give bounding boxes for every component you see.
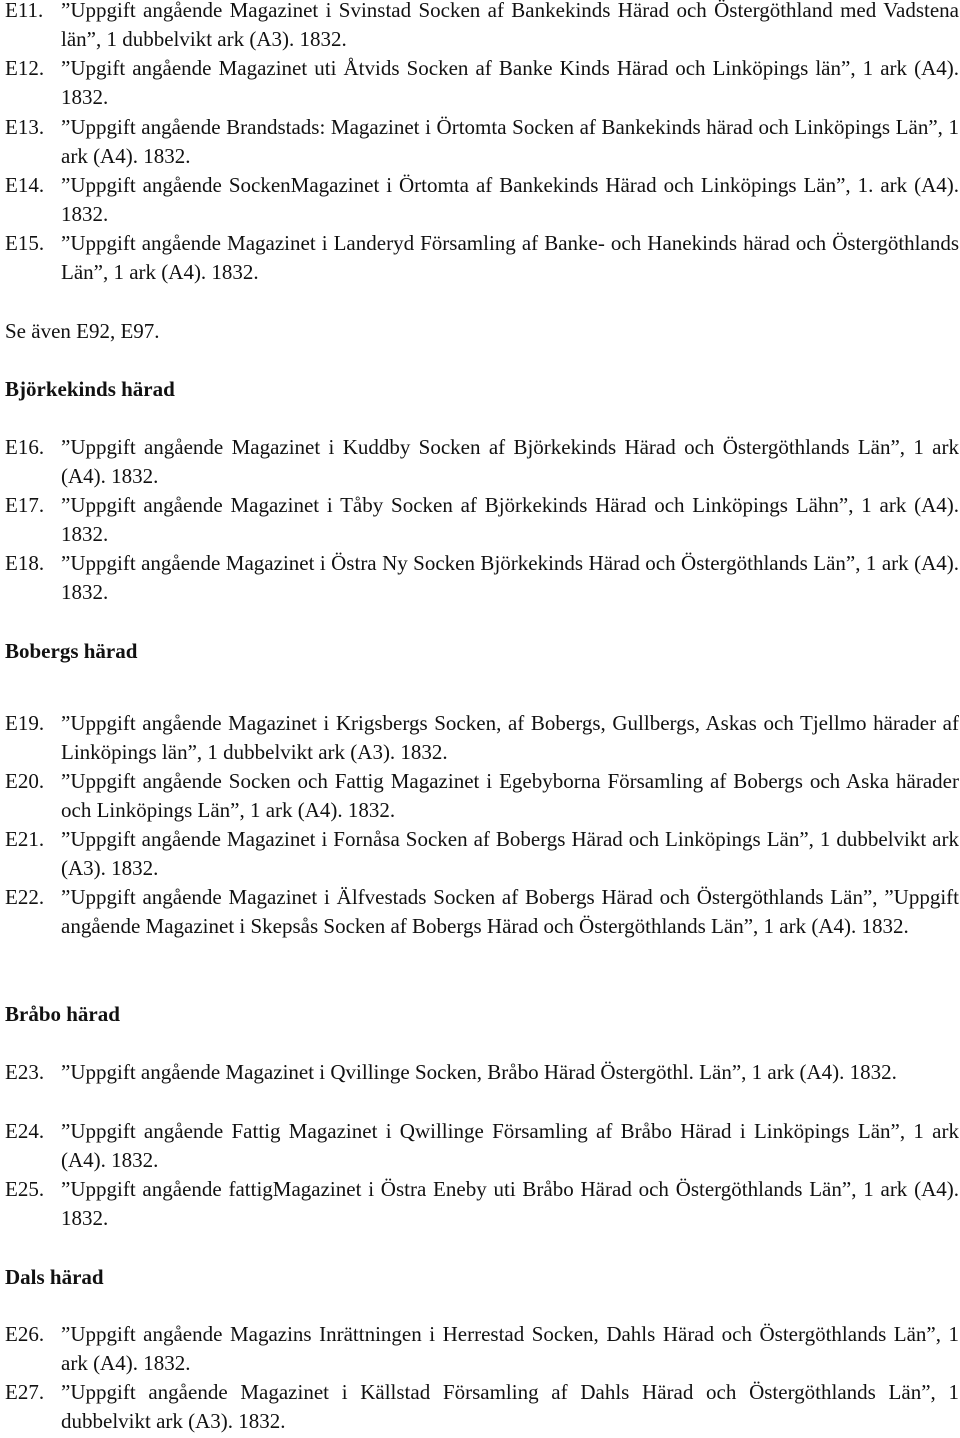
entry-text: ”Upgift angående Magazinet uti Åtvids Socken af Banke Kinds Härad och Linköpings län”, 1 ark (A4). 1832.	[61, 56, 959, 109]
entry-code: E17.	[5, 493, 45, 517]
entry-code: E12.	[5, 56, 45, 80]
entry-code: E19.	[5, 711, 45, 735]
entry-e25	[5, 1175, 959, 1233]
entry-code: E11.	[5, 0, 44, 22]
entry-text: ”Uppgift angående Fattig Magazinet i Qwillinge Församling af Bråbo Härad i Linköpings Län”, 1 ark (A4). 1832.	[61, 1119, 959, 1172]
entry-text: ”Uppgift angående Magazinet i Källstad Församling af Dahls Härad och Östergöthlands Län”, 1 dubbelvikt ark (A3). 1832.	[61, 1380, 959, 1433]
entry-e18	[5, 549, 959, 607]
entry-text: ”Uppgift angående Magazinet i Östra Ny Socken Björkekinds Härad och Östergöthlands Län”, 1 ark (A4). 1832.	[61, 551, 959, 604]
entry-e13	[5, 113, 959, 171]
entry-code: E22.	[5, 885, 45, 909]
entry-code: E21.	[5, 827, 45, 851]
entry-text: ”Uppgift angående SockenMagazinet i Örtomta af Bankekinds Härad och Linköpings Län”, 1. ark (A4). 1832.	[61, 173, 959, 226]
entry-e17	[5, 491, 959, 549]
entry-code: E13.	[5, 115, 45, 139]
entry-code: E14.	[5, 173, 45, 197]
entry-code: E27.	[5, 1380, 45, 1404]
entry-text: ”Uppgift angående Magazinet i Krigsbergs Socken, af Bobergs, Gullbergs, Askas och Tjellmo härader af Linköpings län”, 1 dubbelvikt ark (A3). 1832.	[61, 711, 959, 764]
entry-e20	[5, 767, 959, 825]
entry-e15	[5, 229, 959, 287]
entry-e19	[5, 709, 959, 767]
entry-text: ”Uppgift angående Magazinet i Älfvestads Socken af Bobergs Härad och Östergöthlands Län”, ”Uppgift angående Magazinet i Skepsås Socken af Bobergs Härad och Östergöthlands Län”, 1 ark (A4). 1832.	[61, 885, 959, 938]
section-heading-brabo: Bråbo härad	[5, 1002, 120, 1026]
entry-text: ”Uppgift angående Magazinet i Svinstad Socken af Bankekinds Härad och Östergöthland med Vadstena län”, 1 dubbelvikt ark (A3). 1832.	[61, 0, 959, 51]
entry-code: E25.	[5, 1177, 45, 1201]
entry-text: ”Uppgift angående Magazins Inrättningen i Herrestad Socken, Dahls Härad och Östergöthlands Län”, 1 ark (A4). 1832.	[61, 1322, 959, 1375]
entry-e12	[5, 54, 959, 112]
entry-text: ”Uppgift angående Magazinet i Fornåsa Socken af Bobergs Härad och Linköpings Län”, 1 dubbelvikt ark (A3). 1832.	[61, 827, 959, 880]
entry-e24	[5, 1117, 959, 1175]
entry-text: ”Uppgift angående Magazinet i Qvillinge Socken, Bråbo Härad Östergöthl. Län”, 1 ark (A4). 1832.	[61, 1060, 897, 1084]
entry-e23	[5, 1058, 959, 1087]
entry-e26	[5, 1320, 959, 1378]
entry-text: ”Uppgift angående Brandstads: Magazinet i Örtomta Socken af Bankekinds härad och Linköpings Län”, 1 ark (A4). 1832.	[61, 115, 959, 168]
entry-e21	[5, 825, 959, 883]
entry-e22	[5, 883, 959, 941]
entry-e11	[5, 0, 959, 54]
entry-code: E15.	[5, 231, 45, 255]
entry-text: ”Uppgift angående fattigMagazinet i Östra Eneby uti Bråbo Härad och Östergöthlands Län”, 1 ark (A4). 1832.	[61, 1177, 959, 1230]
entry-code: E20.	[5, 769, 45, 793]
entry-e27	[5, 1378, 959, 1436]
section-heading-dals: Dals härad	[5, 1265, 104, 1289]
entry-code: E24.	[5, 1119, 45, 1143]
entry-e16	[5, 433, 959, 491]
see-also-note: Se även E92, E97.	[5, 319, 160, 343]
entry-code: E26.	[5, 1322, 45, 1346]
section-heading-bobergs: Bobergs härad	[5, 639, 138, 663]
entry-text: ”Uppgift angående Magazinet i Kuddby Socken af Björkekinds Härad och Östergöthlands Län”, 1 ark (A4). 1832.	[61, 435, 959, 488]
entry-code: E23.	[5, 1060, 45, 1084]
entry-code: E18.	[5, 551, 45, 575]
entry-code: E16.	[5, 435, 45, 459]
entry-e14	[5, 171, 959, 229]
entry-text: ”Uppgift angående Magazinet i Landeryd Församling af Banke- och Hanekinds härad och Östergöthlands Län”, 1 ark (A4). 1832.	[61, 231, 959, 284]
entry-text: ”Uppgift angående Socken och Fattig Magazinet i Egebyborna Församling af Bobergs och Aska härader och Linköpings Län”, 1 ark (A4). 1832.	[61, 769, 959, 822]
section-heading-bjorkekinds: Björkekinds härad	[5, 377, 175, 401]
entry-text: ”Uppgift angående Magazinet i Tåby Socken af Björkekinds Härad och Linköpings Lähn”, 1 ark (A4). 1832.	[61, 493, 959, 546]
